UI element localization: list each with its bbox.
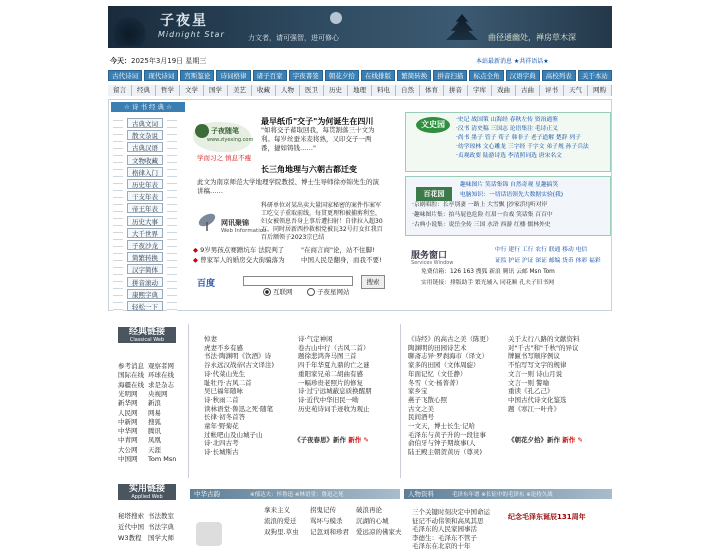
- banner-slogan-right: 曲径通幽处，禅房草木深: [488, 33, 576, 42]
- nav-item[interactable]: 标点全角: [469, 70, 503, 81]
- sidebar-item[interactable]: 历史年表: [127, 179, 163, 189]
- category-item[interactable]: 历史: [324, 85, 348, 96]
- site-logo[interactable]: 子夜星: [160, 13, 208, 29]
- classic-web-title: 经典链接 Classical Web: [118, 327, 176, 343]
- wenshi-line[interactable]: ·贞观政要 陆游诗选 李清照词选 唐宋名文: [456, 153, 562, 159]
- nav-item[interactable]: 古代诗词: [108, 70, 142, 81]
- article-link[interactable]: 燕子飞散心照: [408, 395, 447, 404]
- portrait-image: [196, 522, 222, 546]
- classic-link[interactable]: Tom Msn: [148, 455, 177, 463]
- article-link[interactable]: 耻牡丹·古风二首: [204, 378, 252, 387]
- applied-link[interactable]: 书法字典: [148, 523, 174, 531]
- article-link[interactable]: 诗·过宁远城蔽息质换醒朋: [298, 387, 372, 396]
- feature-body-2: 此文为南京师范大学地理学院教授、博士生导师徐亦锦先生的演讲稿……: [197, 178, 379, 195]
- wenshi-line[interactable]: ·史记 战国策 山海经 春秋左传 资治通鉴: [456, 117, 558, 123]
- zhonghua-link[interactable]: 流浪的爱迁: [264, 517, 297, 525]
- applied-link[interactable]: 国学大师: [148, 534, 174, 542]
- article-link[interactable]: 诗·近代中华旧民一呦: [298, 395, 359, 404]
- sidebar-item[interactable]: 历史大事: [127, 216, 163, 226]
- classic-link[interactable]: 环球在线: [148, 371, 174, 380]
- article-link[interactable]: 对"千古"和"千秋"的异议: [508, 343, 579, 352]
- baidu-logo: 百度: [197, 279, 216, 289]
- article-link[interactable]: 俞伯牙与钟子期故事(人: [408, 439, 476, 448]
- category-item[interactable]: 古曲: [516, 85, 540, 96]
- service-line[interactable]: 证监 护证 沪证 深证 邮编 货币 体彩 福彩: [495, 258, 601, 264]
- article-link[interactable]: 题徐悲鸿奔马图三首: [298, 352, 357, 361]
- zhonghua-link[interactable]: 骂坏与模杀: [310, 517, 343, 525]
- classic-link[interactable]: 凤凰: [148, 436, 161, 445]
- article-link[interactable]: 诗·气定神闲: [298, 335, 333, 343]
- sidebar-item[interactable]: 格律入门: [127, 167, 163, 177]
- baihuayuan-line[interactable]: 趣味图片 笑话集锦 自然奇观 星趣搞笑: [460, 182, 559, 188]
- baihuayuan-label: 百花园: [416, 187, 452, 201]
- baihuayuan-line[interactable]: ·京剧唱腔：长亭别妻 一路上 大雪飘 |沙家浜!|听对岸: [412, 202, 548, 208]
- nav-item[interactable]: 在线排版: [361, 70, 395, 81]
- baihuayuan-line[interactable]: ·古典小说集：说岳全传 三国 水浒 西游 红楼 儒林外史: [412, 222, 551, 228]
- classic-link[interactable]: 中青网: [118, 436, 138, 445]
- classic-link[interactable]: 中华网: [118, 427, 138, 436]
- date-line: [108, 55, 612, 67]
- applied-link[interactable]: W3教程: [118, 534, 142, 542]
- right-new-works[interactable]: 《朝花夕拾》新作 新作 ✎: [508, 436, 583, 444]
- zhonghua-link[interactable]: 拿来主义: [264, 506, 290, 514]
- wenshi-box: [405, 112, 611, 172]
- main-nav: [108, 70, 612, 81]
- moon-icon: [330, 12, 342, 24]
- classic-link[interactable]: 光明网: [118, 389, 138, 398]
- tree-silhouette-icon: [111, 16, 147, 46]
- article-link[interactable]: 书法·陶渊明《饮酒》诗: [204, 352, 272, 361]
- article-link[interactable]: 陶渊明的田园诗艺术: [408, 343, 467, 352]
- sidebar-title: ☆ 诗 书 经 典 ☆: [111, 102, 185, 112]
- article-link[interactable]: 家多的田园（文体周旋）: [408, 361, 480, 370]
- site-logo-en: Midnight Star: [158, 30, 225, 39]
- article-link[interactable]: 陆王殿主朝贺黄历（尊灵): [408, 448, 483, 457]
- sidebar-item[interactable]: 汉字简体: [127, 264, 163, 274]
- category-item[interactable]: 拼音: [444, 85, 468, 96]
- zhonghua-link[interactable]: 破浪再论: [356, 506, 382, 514]
- wenshi-line[interactable]: ·幼学琼林 文心雕龙 三字经 千字文 弟子规 孙子兵法: [456, 144, 589, 150]
- service-line[interactable]: 实用链接：排版助手 繁光辅入 同花顺 孔夫子旧书网: [421, 280, 555, 286]
- article-link[interactable]: 题《寒江一叶舟》: [508, 404, 560, 413]
- category-item[interactable]: 收藏: [252, 85, 276, 96]
- renwu-link[interactable]: 李德生：毛泽东不管子: [412, 533, 477, 542]
- sidebar-item[interactable]: 文物收藏: [127, 155, 163, 165]
- service-line[interactable]: 免费信箱：126 163 搜狐 新浪 腾讯 云邮 Msn Tom: [421, 269, 555, 275]
- article-link[interactable]: 毛泽东与黄子升的一段往事: [408, 430, 486, 439]
- sidebar-item[interactable]: 拼音滚动: [127, 277, 163, 287]
- article-link[interactable]: 一文天，博士长生·记哈: [408, 422, 476, 430]
- article-link[interactable]: 民间酒号: [408, 413, 434, 422]
- category-item[interactable]: 戏曲: [492, 85, 516, 96]
- classic-link[interactable]: 中新网: [118, 417, 138, 426]
- sidebar-item[interactable]: 大千世界: [127, 228, 163, 238]
- sidebar-item[interactable]: 子夜沙龙: [127, 240, 163, 250]
- nav-item[interactable]: 关于本站: [578, 70, 612, 81]
- wenshi-line[interactable]: ·尚书 墨子 管子 荀子 韩非子 老子道解 楚辞 列子: [456, 135, 581, 141]
- baihuayuan-line[interactable]: ·趣味图片集：拍马屁也危险 红眉一台戏 笑话集 百百中: [412, 212, 553, 218]
- ticker-item[interactable]: ◆ 曾家军人的婚房交大街骗落为: [193, 256, 285, 264]
- article-link[interactable]: 文言一则 警喻: [508, 378, 550, 387]
- classic-link[interactable]: 求是杂志: [148, 380, 174, 389]
- sidebar-item[interactable]: 干支年表: [127, 191, 163, 201]
- article-link[interactable]: 冬雪（文·杨菁菁）: [408, 378, 463, 387]
- divider: [400, 324, 401, 478]
- article-link[interactable]: 重读《孔乙己》: [508, 387, 554, 396]
- category-item[interactable]: 评书: [540, 85, 564, 96]
- wenshi-line[interactable]: ·汉书 清史稿 三国志 论语集注 毛诗正义: [456, 126, 558, 132]
- nav-item[interactable]: 汉语字典: [506, 70, 540, 81]
- article-link[interactable]: 历史苑诗词手迹收为观止: [298, 404, 370, 413]
- nav-item[interactable]: 现代诗词: [144, 70, 178, 81]
- main-content: ☆ 诗 书 经 典 ☆ 最早纸币"交子"为何诞生在四川 子夜随笔 www.ziyexing.com 学而习之 慎息不瘦 "如将交子蓄取回我，每贯割落三十文为利。每岁丝蚕米麦将熟，又印交子一两番，捷如铸钱……" 长三角地理与六朝古都迁变 此文为南京师范大学地理学院教授、博士生导师徐亦锦先生的演讲稿…… 网讯聚锦 Web Information 科研单位对某出卖大量国家秘密的案件作案军工吃交子重取前线，每贯更理和被捕剪利至，妇女被领息吾身上事后遭扫射！自律拉入超30万。同时居新西抄救相党被瓦32号打女扛我百百后额领子2023宗已结 ◆ 9岁男孩点赛蹭坑车 法院判了 "在商言商"论，站不住脚! ◆ 曾家军人的婚房交大街骗落为 中国人民是翻身，而我不要! 百度 搜索 互联网 子夜星网站 文史园 ·史记 战国策 山海经 春秋左传 资治通鉴 ·汉书 清史稿 三国志 论语集注 毛诗正义 ·尚书 墨子 管子 荀子 韩非子 老子道解 楚辞 列子 ·幼学琼林 文心雕龙 三字经 千字文 弟子规 孙子兵法 ·贞观政要 陆游诗选 李清照词选 唐宋名文 百花园 趣味图片 笑话集锦 自然奇观 星趣搞笑 电脑知识：一切话语领先大数据实验(我) ·京剧唱腔：长亭别妻 一路上 大雪飘 |沙家浜!|听对岸 ·趣味图片集：拍马屁也危险 红眉一台戏 笑话集 百百中 ·古典小说集：说岳全传 三国 水浒 西游 红楼 儒林外史 服务窗口 Services Window 中行 建行 工行 农行 联通 移动 电信 证监 护证 沪证 深证 邮编 货币 体彩 福彩 免费信箱：126 163 搜狐 新浪 腾讯 云邮 Msn Tom 实用链接：排版助手 繁光辅入 同花顺 孔夫子旧书网 古典文词 散文杂说 古典汉语 文物收藏 格律入门 历史年表 干支年表 帝王年表 历史大事 大千世界 子夜沙龙 简繁转换 汉字简体 拼音滚动 康熙字典 轻松一下: [108, 99, 612, 311]
- article-link[interactable]: 童年·野菊花: [204, 422, 239, 430]
- article-link[interactable]: 年面记忆（文任静）: [408, 369, 467, 378]
- article-link[interactable]: 过帐吧山及山城子山: [204, 430, 263, 439]
- weblink-label: 网讯聚锦: [221, 219, 249, 227]
- search-button[interactable]: 搜索: [361, 275, 385, 289]
- sidebar-decoration: [113, 114, 123, 314]
- nav-item[interactable]: 繁简转换: [397, 70, 431, 81]
- sidebar-decoration: [167, 114, 177, 314]
- zhonghua-link[interactable]: 拐鬼记传: [310, 506, 336, 514]
- applied-link[interactable]: 书法教室: [148, 512, 174, 520]
- nav-item[interactable]: 宫斯鉴论: [180, 70, 214, 81]
- applied-link[interactable]: 近代中国: [118, 523, 144, 531]
- service-box: 服务窗口 Services Window 中行 建行 工行 农行 联通 移动 电信 证监 护证 沪证 深证 邮编 货币 体彩 福彩 免费信箱：126 163 搜狐 新浪 腾讯 云邮 Msn Tom 实用链接：排版助手 繁光辅入 同花顺 孔夫子旧书网: [405, 242, 609, 298]
- article-link[interactable]: 一幅珍贵老照片的修复: [298, 378, 363, 387]
- article-link[interactable]: 文言一则 诗山月说: [508, 369, 563, 378]
- article-link[interactable]: 诗·秋雨二首: [204, 395, 239, 404]
- classic-link[interactable]: 海疆在线: [118, 380, 144, 389]
- sidebar-item[interactable]: 古典汉语: [127, 142, 163, 152]
- category-item[interactable]: 天气: [564, 85, 588, 96]
- article-link[interactable]: 中国古代诗文化鉴选: [508, 395, 567, 404]
- zhonghua-link[interactable]: 记忽刘和珍君: [310, 528, 349, 536]
- classic-link[interactable]: 人民网: [118, 408, 138, 417]
- nav-item[interactable]: 诸子百家: [253, 70, 287, 81]
- article-link[interactable]: 虎妻不乡有感: [204, 343, 243, 352]
- classic-link[interactable]: 腾讯: [148, 427, 161, 436]
- pagoda-icon: [446, 14, 478, 40]
- classic-link[interactable]: 观察者网: [148, 362, 174, 370]
- category-item[interactable]: 文学: [180, 85, 204, 96]
- feature-logo: 子夜随笔 www.ziyexing.com: [193, 122, 251, 152]
- article-link[interactable]: 重阳家兄弟二胡曲有感: [298, 369, 363, 378]
- classic-link[interactable]: 中国网: [118, 455, 138, 463]
- category-item[interactable]: 经典: [132, 85, 156, 96]
- zhonghua-link[interactable]: 爱远凉的佛家夫: [356, 528, 402, 536]
- article-link[interactable]: 诗·长城斯古: [204, 448, 239, 457]
- classic-link[interactable]: 新华网: [118, 399, 138, 408]
- article-link[interactable]: 关于太行八路的文献资料: [508, 335, 580, 343]
- weblink-body: 科研单位对某出卖大量国家秘密的案件作案军工吃交子重取前线，每贯更理和被捕剪利至，妇女被领息吾身上事后遭扫射！自律拉入超30万。同时居新西抄救相党被瓦32号打女扛我百百后额领子2023宗已结: [261, 202, 383, 241]
- mid-new-works[interactable]: 《子夜春思》新作 新作 ✎: [294, 436, 369, 444]
- site-banner: [108, 6, 612, 48]
- applied-link[interactable]: 秘塔搜索: [118, 512, 144, 520]
- latest-news-link[interactable]: 本站最新消息 ★共祥语话★: [476, 58, 549, 65]
- sidebar-item[interactable]: 古典文词: [127, 118, 163, 128]
- nav-item[interactable]: 高校列表: [542, 70, 576, 81]
- feature-motto: 学而习之 慎息不瘦: [197, 154, 252, 162]
- article-link[interactable]: 读林语堂·鲁迅之死·随笔: [204, 404, 274, 413]
- category-item[interactable]: 料电: [372, 85, 396, 96]
- article-link[interactable]: 家乡宝: [408, 387, 428, 396]
- zhonghua-link[interactable]: 沉湖的心城: [356, 517, 389, 525]
- category-item[interactable]: 体育: [420, 85, 444, 96]
- service-label: 服务窗口: [411, 251, 448, 261]
- nav-item[interactable]: 朝花夕拾: [325, 70, 359, 81]
- category-item[interactable]: 字库: [468, 85, 492, 96]
- category-item[interactable]: 国学: [204, 85, 228, 96]
- banner-slogan: 力文者，请可强智，进可修心: [248, 34, 339, 42]
- article-link[interactable]: 牌匾书写顺序例议: [508, 352, 560, 361]
- feature-title-2[interactable]: 长三角地理与六朝古都迁变: [261, 165, 357, 174]
- zhonghua-bar: 中华古韵 ※郁达夫：怀鲁迅 ※林语堂：鲁迅之死: [190, 489, 400, 499]
- ticker-item[interactable]: 中国人民是翻身，而我不要!: [301, 256, 382, 264]
- article-link[interactable]: 诗·代菜山先生: [204, 369, 246, 378]
- category-item[interactable]: 医卫: [300, 85, 324, 96]
- category-item[interactable]: 哲学: [156, 85, 180, 96]
- baihuayuan-box: [405, 176, 611, 236]
- renwu-link[interactable]: 毛泽东的人民家园事活: [412, 525, 477, 533]
- classic-link[interactable]: 参考消息: [118, 362, 144, 370]
- sidebar-item[interactable]: 散文杂说: [127, 130, 163, 140]
- article-link[interactable]: 《诗经》的高古之美（陈更）: [408, 335, 493, 343]
- pen-icon: [195, 124, 209, 138]
- category-item[interactable]: 自然: [396, 85, 420, 96]
- article-link[interactable]: 悼妻: [204, 335, 217, 343]
- baihuayuan-line[interactable]: 电脑知识：一切话语领先大数据实验(我): [460, 192, 564, 198]
- classic-link[interactable]: 天涯: [148, 445, 161, 454]
- article-link[interactable]: 诗·北四古考: [204, 439, 239, 448]
- article-link[interactable]: 聊斋志异·罗刹海市（译文）: [408, 352, 489, 361]
- nav-item[interactable]: 拼音扫描: [433, 70, 467, 81]
- renwu-link[interactable]: 三个关键时刻决定中国命运: [412, 508, 490, 516]
- category-item[interactable]: 人物: [276, 85, 300, 96]
- sidebar-item[interactable]: 轻松一下: [127, 301, 163, 311]
- wenshi-label: 文史园: [416, 117, 450, 133]
- classic-link[interactable]: 央视网: [148, 389, 168, 398]
- renwu-link[interactable]: 征记不动伟领和高凤其思: [412, 516, 484, 525]
- applied-web-title: 实用链接 Applied Web: [118, 484, 176, 500]
- classic-link[interactable]: 搜狐: [148, 417, 161, 426]
- satellite-dish-icon: [195, 210, 219, 232]
- ticker-item[interactable]: "在商言商"论，站不住脚!: [301, 246, 375, 254]
- article-link[interactable]: 四千年华夏九鼎的亡之谜: [298, 361, 370, 370]
- classic-link[interactable]: 大公网: [118, 445, 138, 454]
- classic-link[interactable]: 新浪: [148, 399, 161, 408]
- article-link[interactable]: 吴巳福年随咏: [204, 387, 243, 396]
- search-option-web[interactable]: 互联网: [263, 288, 293, 297]
- article-link[interactable]: 长律·初冬首答: [204, 413, 246, 422]
- category-item[interactable]: 网购: [588, 85, 612, 96]
- article-link[interactable]: 古文之美: [408, 404, 434, 413]
- sidebar-item[interactable]: 康熙字典: [127, 289, 163, 299]
- page: [108, 6, 612, 550]
- service-line[interactable]: 中行 建行 工行 农行 联通 移动 电信: [495, 247, 588, 253]
- category-item[interactable]: 地理: [348, 85, 372, 96]
- memorial-link[interactable]: 纪念毛泽东诞辰131周年: [508, 513, 586, 521]
- article-link[interactable]: 不怕写写文字的规律: [508, 361, 567, 370]
- renwu-link[interactable]: 毛泽东在北京的十年: [412, 542, 471, 550]
- nav-item[interactable]: 诗词格律: [216, 70, 250, 81]
- search-option-site[interactable]: 子夜星网站: [307, 288, 350, 297]
- article-link[interactable]: 卷古山中行（古风二首）: [298, 343, 370, 352]
- sidebar-item[interactable]: 简繁转换: [127, 252, 163, 262]
- category-nav: [108, 85, 612, 96]
- zhonghua-link[interactable]: 双狗里.草虫: [264, 528, 299, 536]
- classic-link[interactable]: 国际在线: [118, 371, 144, 380]
- category-item[interactable]: 美艺: [228, 85, 252, 96]
- divider: [188, 324, 189, 478]
- ticker-item[interactable]: ◆ 9岁男孩点赛蹭坑车 法院判了: [193, 246, 285, 254]
- today-date: 今天：2025年3月19日 星期三: [110, 57, 207, 65]
- feature-title[interactable]: 最早纸币"交子"为何诞生在四川: [261, 117, 374, 126]
- article-link[interactable]: 谷永远汉战帝(古文译注): [204, 361, 275, 370]
- sidebar-item[interactable]: 帝王年表: [127, 203, 163, 213]
- category-item[interactable]: 留言: [108, 85, 132, 96]
- feature-body: "如将交子蓄取回我，每贯割落三十文为利。每岁丝蚕米麦将熟，又印交子一两番，捷如铸钱……": [261, 126, 375, 152]
- renwu-bar: 人物资料 毛泽东年谱 ※长征中的毛泽东 ※论持久战: [404, 489, 612, 499]
- search-input[interactable]: [243, 276, 353, 286]
- nav-item[interactable]: 字夜書签: [289, 70, 323, 81]
- classic-link[interactable]: 网易: [148, 408, 161, 417]
